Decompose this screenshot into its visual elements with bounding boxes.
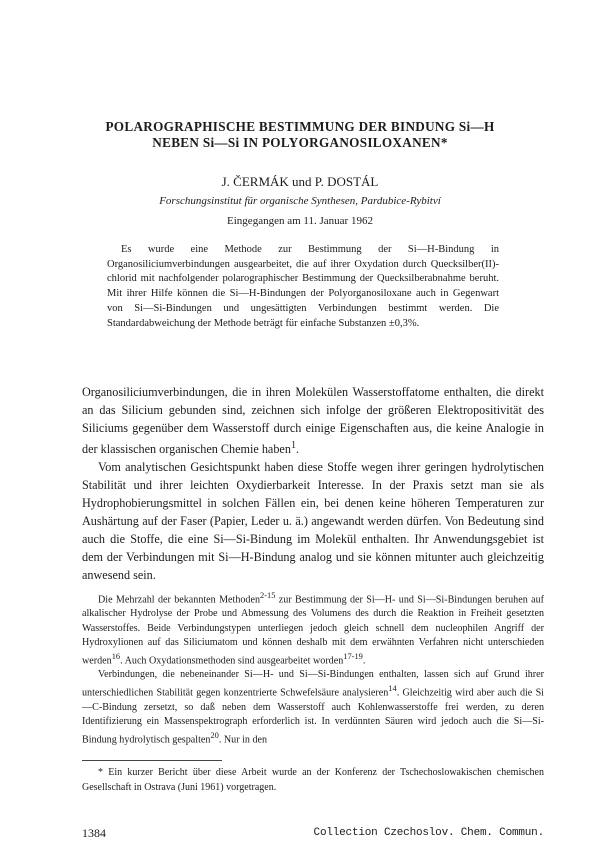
small-paragraph-2 [82, 668, 544, 747]
authors: J. ČERMÁK und P. DOSTÁL [221, 174, 379, 189]
body-small-text [82, 589, 544, 747]
journal-name: Collection Czechoslov. Chem. Commun. [313, 827, 544, 839]
footnote-divider [82, 760, 222, 761]
reference-marker: 17-19 [343, 651, 363, 661]
article-title [60, 119, 540, 151]
body-paragraph-2: Vom analytischen Gesichtspunkt haben diese Stoffe wegen ihrer geringen hydrolytischen Stabilität und ihrer leichten Oxydierbarkeit Interesse. In der Praxis setzt man sie als Hydrophobierungsmittel in solchen Fällen ein, bei denen keine höheren Temperaturen zur Aushärtung auf der Faser (Papier, Leder u. ä.) angewandt werden dürfen. Von Bedeutung sind auch die Stoffe, die eine Si—Si-Bindung im Molekül enthalten. Ihr Anwendungsgebiet ist dem der Verbindungen mit Si—H-Bindung analog und sie können mitunter auch gleichzeitig anwesend sein. [82, 460, 544, 583]
abstract [107, 243, 499, 331]
small-p1-part-b: zur Bestimmung der Si—H- und Si—Si-Bindungen beruhen auf alkalischer Hydrolyse der Probe und Abmessung des Volumens des durch die Reaktion in Freiheit gesetzten Wasserstoffes. Beide Verbindungstypen unterliegen jedoch gleich schnell dem nucleophilen Angriff der Hydroxylionen auf das Siliciumatom und können deshalb mit dem erwähnten Verfahren nicht unterschieden werden [82, 594, 544, 667]
body-paragraph-1-text: Organosiliciumverbindungen, die in ihren Molekülen Wasserstoffatome enthalten, die direkt an das Silicium gebunden sind, zeichnen sich infolge der größeren Elektropositivität des Siliciums gegenüber dem Wasserstoff durch einige Eigenschaften aus, die keine Analogie in der klassischen organischen Chemie haben [82, 385, 544, 457]
reference-marker: 16 [111, 651, 121, 661]
small-p2-part-c: . Nur in den [218, 734, 268, 746]
body-paragraph-1-end: . [296, 442, 300, 457]
footnote-text: * Ein kurzer Bericht über diese Arbeit wurde an der Konferenz der Tschechoslowakischen chemischen Gesellschaft in Ostrava (Juni 1961) vorgetragen. [82, 767, 544, 793]
small-p1-part-c: . Auch Oxydationsmethoden sind ausgearbeitet worden [120, 655, 344, 667]
reference-marker: 1 [290, 440, 297, 451]
institute: Forschungsinstitut für organische Synthesen, Pardubice-Rybitví [159, 195, 441, 207]
reference-marker: 14 [388, 684, 397, 694]
small-p1-part-a: Die Mehrzahl der bekannten Methoden [98, 594, 260, 606]
received-date: Eingegangen am 11. Januar 1962 [227, 215, 373, 227]
title-line-2: NEBEN Si—Si IN POLYORGANOSILOXANEN* [152, 135, 448, 150]
title-line-1: POLAROGRAPHISCHE BESTIMMUNG DER BINDUNG Si—H [105, 119, 495, 134]
footnote [82, 766, 544, 795]
reference-marker: 2-15 [260, 591, 276, 600]
abstract-text: Es wurde eine Methode zur Bestimmung der Si—H-Bindung in Organosiliciumverbindungen ausgearbeitet, die auf ihrer Oxydation durch Quecksilber(II)-chlorid mit nachfolgender polarographischer Bestimmung der Quecksilberabnahme beruht. Mit ihrer Hilfe können die Si—H-Bindungen der Polyorganosiloxane auch in Gegenwart von Si—Si-Bindungen und ungesättigten Verbindungen bestimmt werden. Die Standardabweichung der Methode beträgt für einfache Substanzen ±0,3%. [107, 244, 499, 329]
page-number: 1384 [82, 826, 106, 840]
small-paragraph-1 [82, 589, 544, 668]
small-p2-part-a: Verbindungen, die nebeneinander Si—H- und Si—Si-Bindungen enthalten, lassen sich auf Grund ihrer unterschiedlichen Stabilität gegen konzentrierte Schwefelsäure analysieren [82, 669, 544, 699]
body-text [82, 383, 544, 584]
small-p1-part-d: . [362, 655, 366, 667]
body-paragraph-1 [82, 383, 544, 458]
small-p2-part-b: . Gleichzeitig wird aber auch die Si—C-Bindung zersetzt, so daß neben dem Wasserstoff auch Kohlenwasserstoffe frei werden, zu deren Identifizierung ein Massenspektrograph erforderlich ist. In verdünnten Säuren wird jedoch auch die Si—Si-Bindung hydrolytisch gespalten [82, 687, 544, 746]
reference-marker: 20 [210, 730, 219, 740]
